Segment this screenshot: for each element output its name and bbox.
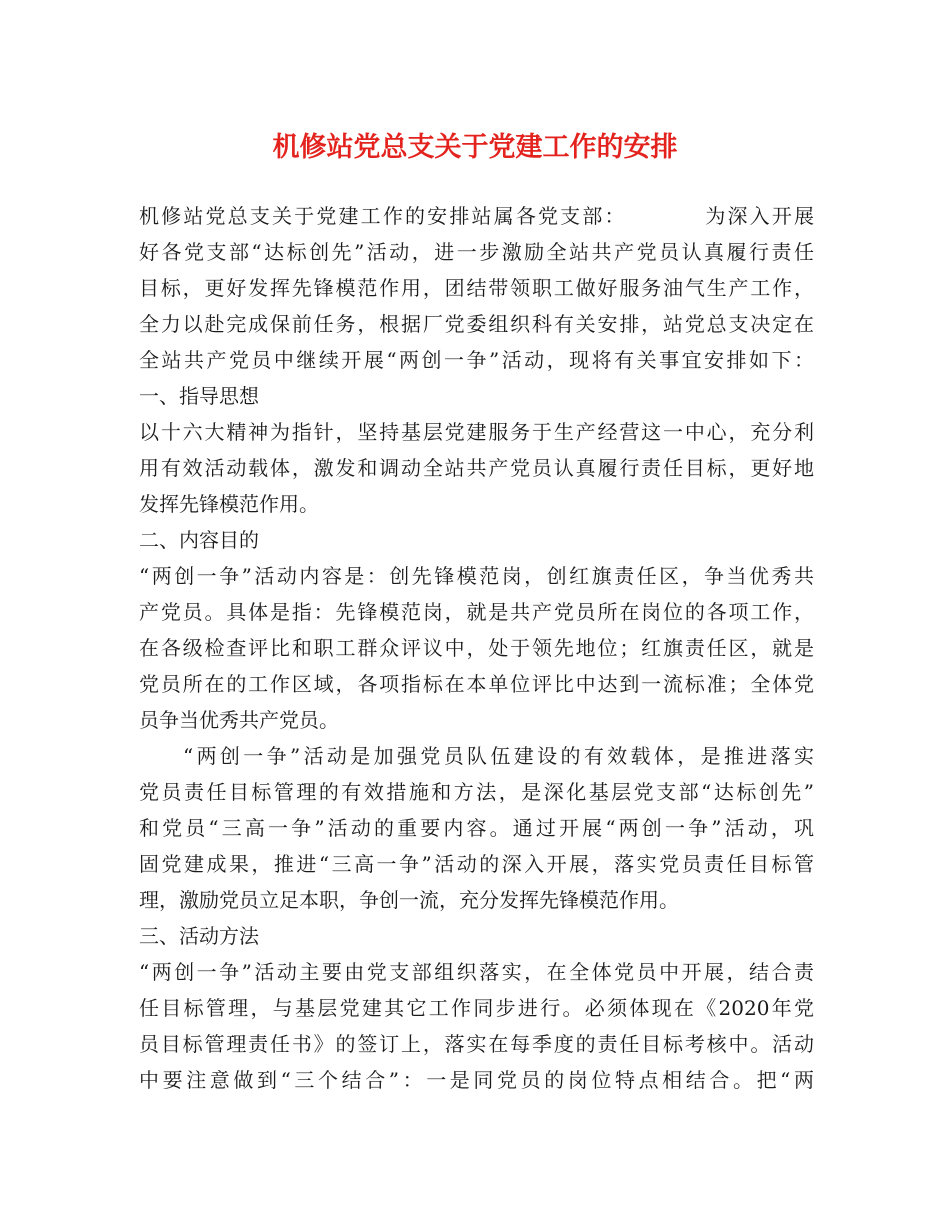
body-line-7: 以十六大精神为指针，坚持基层党建服务于生产经营这一中心，充分利 (139, 420, 814, 444)
body-line-19: 固党建成果，推进“三高一争”活动的深入开展，落实党员责任目标管 (139, 852, 814, 876)
section-heading-2: 二、内容目的 (139, 528, 259, 552)
section-heading-3: 三、活动方法 (139, 924, 259, 948)
body-line-11: “两创一争”活动内容是：创先锋模范岗，创红旗责任区，争当优秀共 (139, 564, 814, 588)
body-line-1: 机修站党总支关于党建工作的安排站属各党支部： 为深入开展 (139, 204, 814, 228)
body-line-23: 任目标管理，与基层党建其它工作同步进行。必须体现在《2020年党 (139, 996, 814, 1020)
section-heading-1: 一、指导思想 (139, 384, 259, 408)
body-line-20: 理，激励党员立足本职，争创一流，充分发挥先锋模范作用。 (139, 888, 679, 912)
document-body (139, 198, 814, 1098)
body-line-2: 好各党支部“达标创先”活动，进一步激励全站共产党员认真履行责任 (139, 240, 814, 264)
body-line-12: 产党员。具体是指：先锋模范岗，就是共产党员所在岗位的各项工作， (139, 600, 814, 624)
body-line-8: 用有效活动载体，激发和调动全站共产党员认真履行责任目标，更好地 (139, 456, 814, 480)
body-line-5: 全站共产党员中继续开展“两创一争”活动，现将有关事宜安排如下： (139, 348, 814, 372)
body-line-18: 和党员“三高一争”活动的重要内容。通过开展“两创一争”活动，巩 (139, 816, 814, 840)
body-line-22: “两创一争”活动主要由党支部组织落实，在全体党员中开展，结合责 (139, 960, 814, 984)
body-line-9: 发挥先锋模范作用。 (139, 492, 319, 516)
document-title: 机修站党总支关于党建工作的安排 (272, 132, 678, 163)
body-line-14: 党员所在的工作区域，各项指标在本单位评比中达到一流标准；全体党 (139, 672, 814, 696)
body-line-3: 目标，更好发挥先锋模范作用，团结带领职工做好服务油气生产工作， (139, 276, 814, 300)
body-line-13: 在各级检查评比和职工群众评议中，处于领先地位；红旗责任区，就是 (139, 636, 814, 660)
body-line-4: 全力以赴完成保前任务，根据厂党委组织科有关安排，站党总支决定在 (139, 312, 814, 336)
body-line-24: 员目标管理责任书》的签订上，落实在每季度的责任目标考核中。活动 (139, 1032, 814, 1056)
body-line-16: “两创一争”活动是加强党员队伍建设的有效载体，是推进落实 (183, 744, 814, 768)
body-line-15: 员争当优秀共产党员。 (139, 708, 339, 732)
body-line-17: 党员责任目标管理的有效措施和方法，是深化基层党支部“达标创先” (139, 780, 814, 804)
body-line-25: 中要注意做到“三个结合”：一是同党员的岗位特点相结合。把“两 (139, 1068, 814, 1092)
